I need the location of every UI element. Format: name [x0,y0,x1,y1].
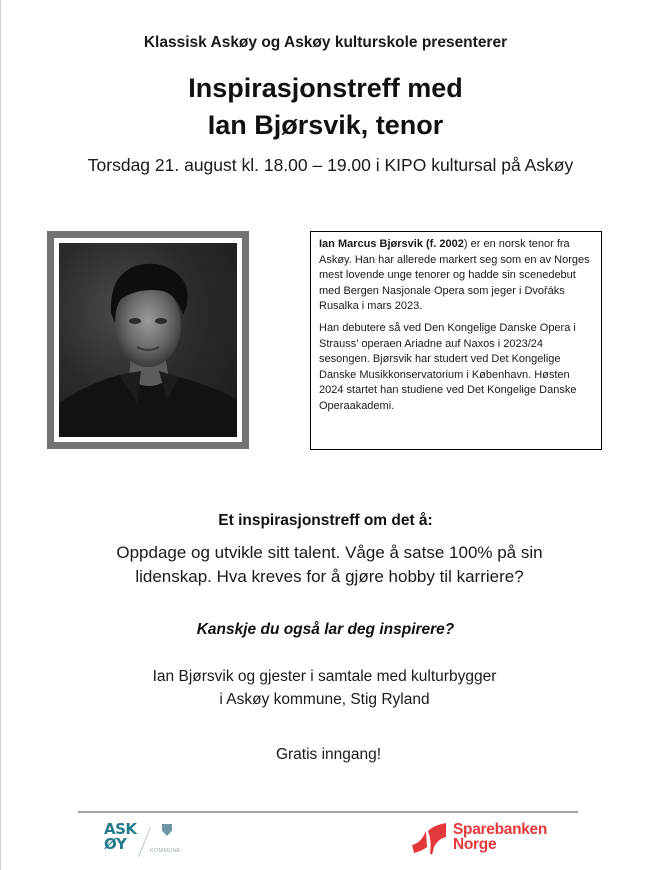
sparebanken-wordmark-line2: Norge [453,836,497,853]
intro-body [4,541,651,589]
intro-line-1: Oppdage og utvikle sitt talent. Våge å satse 100% på sin [116,543,543,562]
footer-divider [78,811,578,813]
portrait-photo [59,243,237,437]
event-datetime: Torsdag 21. august kl. 18.00 – 19.00 i KIPO kultursal på Askøy [87,155,574,175]
intro-line-2: lidenskap. Hva kreves for å gjøre hobby til karriere? [135,567,524,586]
question-line: Kanskje du også lar deg inspirere? [196,621,455,638]
sparebanken-swoosh-icon [412,823,448,855]
portrait-mat [54,238,242,442]
conversation-line-2: i Askøy kommune, Stig Ryland [219,691,430,708]
askoy-kommune-label: KOMMUNE [150,848,181,854]
coat-of-arms-icon [162,824,172,836]
event-title-line2: Ian Bjørsvik, tenor [207,110,444,140]
event-title [0,70,651,144]
askoy-wordmark-line2: ØY [104,835,127,853]
free-entry: Gratis inngang! [275,746,382,763]
bio-name: Ian Marcus Bjørsvik (f. 2002 [319,238,464,250]
sparebanken-wordmark [453,822,547,852]
bio-paragraph-2: Han debutere så ved Den Kongelige Danske Opera i Strauss’ operaen Ariadne auf Naxos i 2023/24 sesongen. Bjørsvik har studert ved Det Kongelige Danske Musikkonservatorium i København. Høsten 2024 startet han studiene ved Det Kongelige Danske Operaakademi. [319,321,577,412]
bio-box [310,231,602,450]
askoy-wordmark-line1: ASK [104,820,137,838]
bio-paragraph-1 [319,237,593,315]
bio-text-1: ) er en norsk tenor fra Askøy. Han har allerede markert seg som en av Norges mest lovende unge tenorer og hadde sin scenedebut med Bergen Nasjonale Opera som jeger i Dvořáks Rusalka i mars 2023. [319,238,590,313]
portrait-illustration [59,243,237,437]
askoy-wordmark [104,822,137,852]
conversation-line-1: Ian Bjørsvik og gjester i samtale med kulturbygger [152,668,497,685]
askoy-kommune-logo [104,822,184,862]
portrait-frame [47,231,249,449]
intro-heading: Et inspirasjonstreff om det å: [218,512,433,529]
sparebanken-norge-logo [412,821,572,857]
sparebanken-wordmark-line1: Sparebanken [453,821,548,838]
presenter-line: Klassisk Askøy og Askøy kulturskole presenterer [143,34,508,51]
event-title-line1: Inspirasjonstreff med [188,73,463,103]
conversation-text [0,665,650,711]
